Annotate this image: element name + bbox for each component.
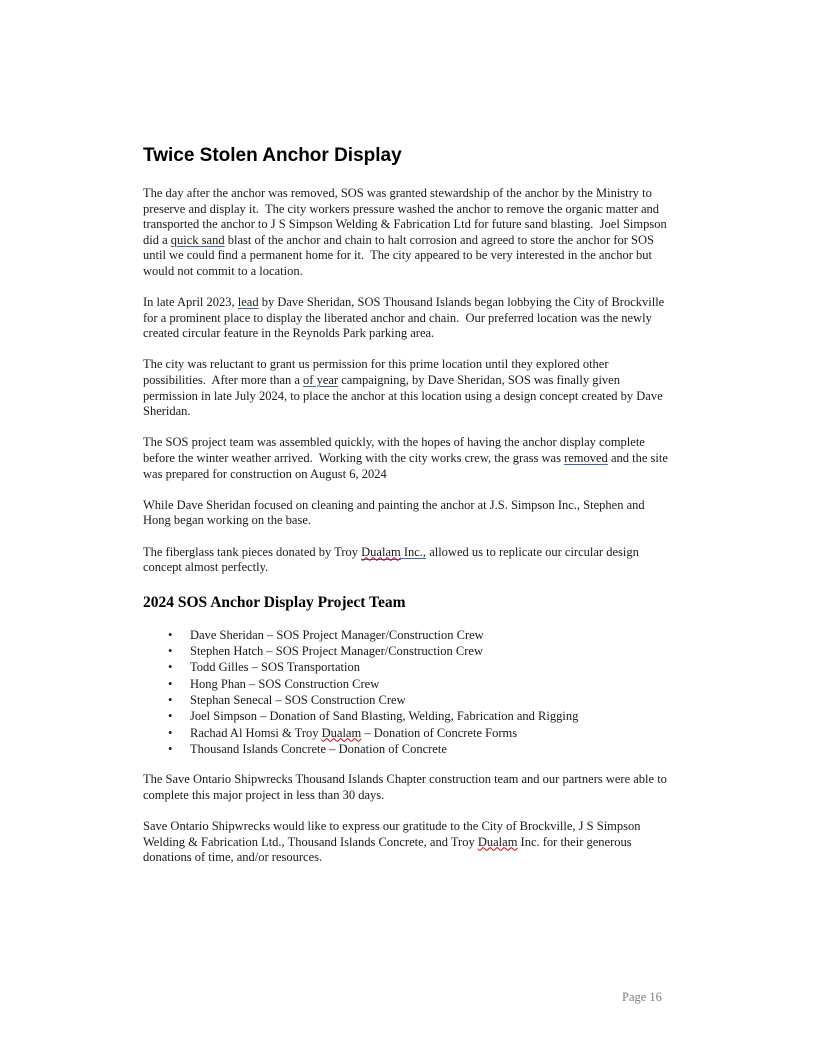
list-item-dave-sheridan (190, 627, 673, 643)
paragraph-base-work (143, 498, 673, 529)
flagged-text: removed (564, 451, 608, 466)
list-item-stephan-senecal (190, 692, 673, 708)
list-item-todd-gilles (190, 659, 673, 675)
paragraph-fiberglass (143, 545, 673, 576)
text-run: Stephen Hatch – SOS Project Manager/Construction Crew (190, 644, 484, 659)
text-run: campaigning, by Dave Sheridan, SOS was finally given permission in late July 2024, to place the anchor at this location using a design concept created by Dave Sheridan. (143, 373, 666, 419)
text-run: Save Ontario Shipwrecks would like to express our gratitude to the City of Brockville, J S Simpson Welding & Fabrication Ltd., Thousand Islands Concrete, and Troy (143, 818, 644, 849)
text-run: In late April 2023, (143, 295, 238, 310)
text-run: The Save Ontario Shipwrecks Thousand Islands Chapter construction team and our partners were able to complete this major project in less than 30 days. (143, 772, 671, 802)
text-run: The fiberglass tank pieces donated by Troy (143, 544, 362, 559)
text-run: by Dave Sheridan, SOS Thousand Islands began lobbying the City of Brockville for a prominent place to display the liberated anchor and chain. Our preferred location was the newly created circular feature in the Reynolds Park parking area. (143, 295, 668, 341)
text-run: – Donation of Concrete Forms (361, 725, 518, 740)
text-run: Rachad Al Homsi & Troy (190, 725, 322, 740)
text-run: While Dave Sheridan focused on cleaning and painting the anchor at J.S. Simpson Inc., Stephen and Hong began working on the base. (143, 497, 648, 528)
text-run: allowed us to replicate our circular design concept almost perfectly. (143, 544, 642, 575)
paragraph-site-prep (143, 435, 673, 482)
text-run: The SOS project team was assembled quickly, with the hopes of having the anchor display complete before the winter weather arrived. Working with the city works crew, the grass was (143, 435, 648, 466)
text-run: Inc. for their generous donations of time, and/or resources. (143, 834, 635, 865)
flagged-text: Inc., (403, 544, 427, 559)
flagged-text: Dualam (361, 544, 401, 559)
text-run: Thousand Islands Concrete – Donation of Concrete (190, 741, 447, 756)
list-item-thousand-islands-concrete (190, 741, 673, 757)
section-heading-project-team: 2024 SOS Anchor Display Project Team (143, 593, 406, 611)
paragraph-completion (143, 772, 673, 803)
text-run: The city was reluctant to grant us permission for this prime location until they explored other possibilities. After more than a (143, 357, 612, 388)
paragraph-permission (143, 357, 673, 419)
text-run: Hong Phan – SOS Construction Crew (190, 676, 380, 691)
text-run: Joel Simpson – Donation of Sand Blasting, Welding, Fabrication and Rigging (190, 709, 579, 724)
text-run: The day after the anchor was removed, SOS was granted stewardship of the anchor by the Ministry to preserve and display it. The city workers pressure washed the anchor to remove the organic matter and transported the anchor to J S Simpson Welding & Fabrication Ltd for future sand blasting. Joel Simpson did a (143, 185, 670, 247)
flagged-text: of year (303, 373, 339, 388)
text-run: blast of the anchor and chain to halt corrosion and agreed to store the anchor for SOS until we could find a permanent home for it. The city appeared to be very interested in the anchor but would not commit to a location. (143, 232, 658, 278)
flagged-text: Dualam (477, 834, 518, 849)
project-team-list (143, 627, 673, 757)
flagged-text: quick sand (170, 232, 225, 247)
text-run: Stephan Senecal – SOS Construction Crew (190, 692, 406, 707)
list-item-stephen-hatch (190, 643, 673, 659)
paragraph-lobbying (143, 295, 673, 342)
flagged-text: Dualam (321, 725, 362, 740)
page-number: Page 16 (622, 990, 662, 1004)
list-item-hong-phan (190, 676, 673, 692)
text-run: Dave Sheridan – SOS Project Manager/Construction Crew (190, 627, 484, 642)
list-item-joel-simpson (190, 708, 673, 724)
paragraph-stewardship (143, 186, 673, 280)
document-title: Twice Stolen Anchor Display (143, 145, 402, 166)
list-item-rachad-al-homsi (190, 725, 673, 741)
flagged-text: lead (237, 295, 259, 310)
text-run: and the site was prepared for construction on August 6, 2024 (143, 451, 671, 481)
text-run: Todd Gilles – SOS Transportation (190, 660, 360, 675)
document-content (143, 146, 673, 881)
paragraph-gratitude (143, 819, 673, 866)
